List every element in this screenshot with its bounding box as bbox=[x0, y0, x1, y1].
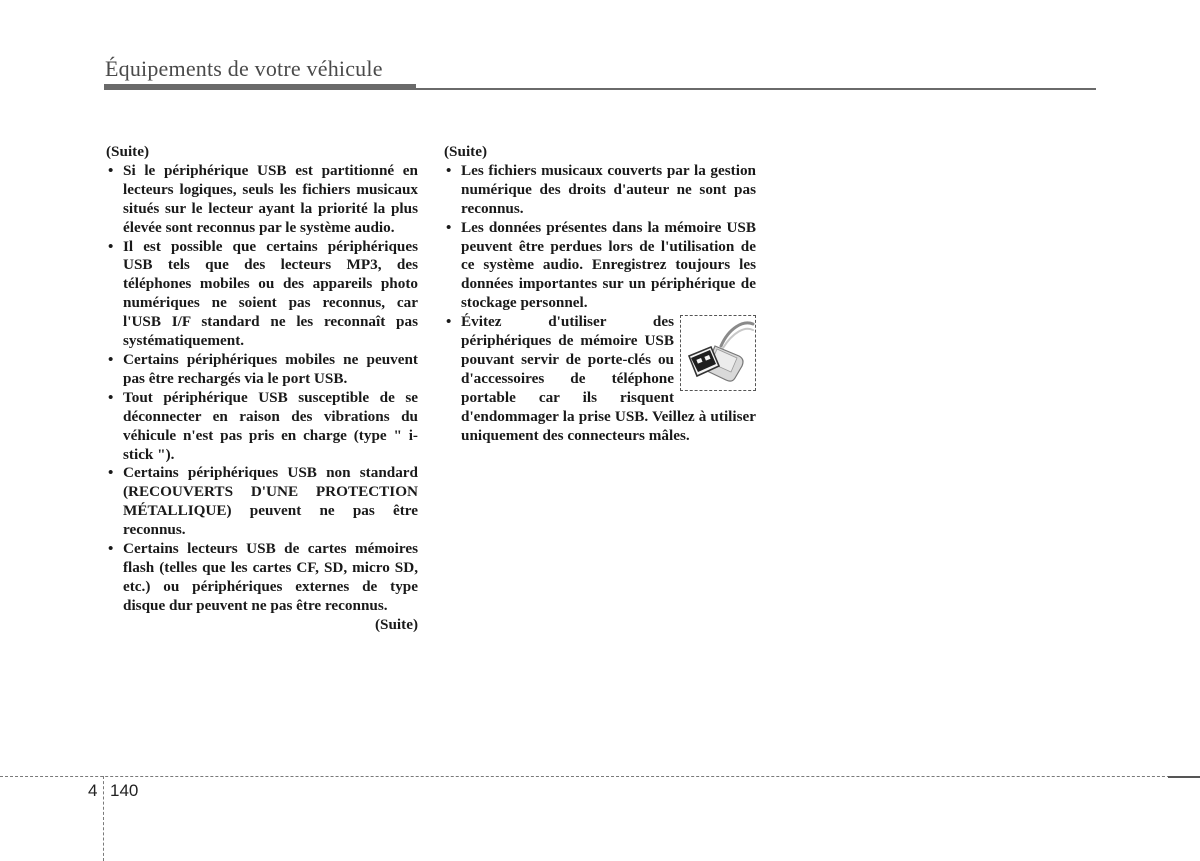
usb-keychain-icon bbox=[681, 316, 757, 392]
bullet-item: • Certains périphériques mobiles ne peuvent pas être rechargés via le port USB. bbox=[106, 351, 418, 389]
section-title: Équipements de votre véhicule bbox=[105, 56, 383, 81]
bullet-item: • Si le périphérique USB est partitionné en lecteurs logiques, seuls les fichiers musicaux situés sur le lecteur ayant la priorité la plus élevée sont reconnus par le système audio. bbox=[106, 162, 418, 238]
bullet-item-with-illustration: • Évitez d'utiliser des périphériques de mémoire USB pouvant servir de porte-clés ou d'accessoires de téléphone portable car ils risquent d'endommager la prise USB. Veillez à utiliser uniquement des connecteurs mâles. bbox=[444, 313, 756, 445]
footer-dashed-divider bbox=[103, 776, 104, 861]
bullet-item: • Les données présentes dans la mémoire USB peuvent être perdues lors de l'utilisation de ce système audio. Enregistrez toujours les données importantes sur un périphérique de stockage personnel. bbox=[444, 219, 756, 314]
right-column bbox=[444, 143, 756, 446]
header-rule-thin bbox=[416, 88, 1096, 90]
page-number: 140 bbox=[110, 781, 139, 800]
chapter-number: 4 bbox=[88, 781, 98, 800]
bullet-item: • Certains périphériques USB non standard (RECOUVERTS D'UNE PROTECTION MÉTALLIQUE) peuvent ne pas être reconnus. bbox=[106, 464, 418, 540]
usb-illustration-frame bbox=[680, 315, 756, 391]
bullet-item: • Il est possible que certains périphériques USB tels que des lecteurs MP3, des téléphones mobiles ou des appareils photo numériques ne soient pas reconnus, car l'USB I/F standard ne les reconnaît pas systématiquement. bbox=[106, 238, 418, 351]
continued-label-bottom: (Suite) bbox=[374, 615, 418, 633]
continued-label-top: (Suite) bbox=[106, 143, 150, 160]
continued-label-top: (Suite) bbox=[444, 143, 488, 160]
left-column bbox=[106, 143, 418, 635]
bullet-item: • Certains lecteurs USB de cartes mémoires flash (telles que les cartes CF, SD, micro SD, etc.) ou périphériques externes de type disque dur peuvent ne pas être reconnus. bbox=[106, 540, 418, 616]
bullet-item: • Tout périphérique USB susceptible de se déconnecter en raison des vibrations du véhicule n'est pas pris en charge (type " i-stick "). bbox=[106, 389, 418, 465]
bullet-item: • Les fichiers musicaux couverts par la gestion numérique des droits d'auteur ne sont pas reconnus. bbox=[444, 162, 756, 219]
header-rule-thick bbox=[104, 84, 416, 90]
footer-dashed-rule bbox=[0, 776, 1200, 777]
footer-rule-end bbox=[1168, 776, 1200, 778]
